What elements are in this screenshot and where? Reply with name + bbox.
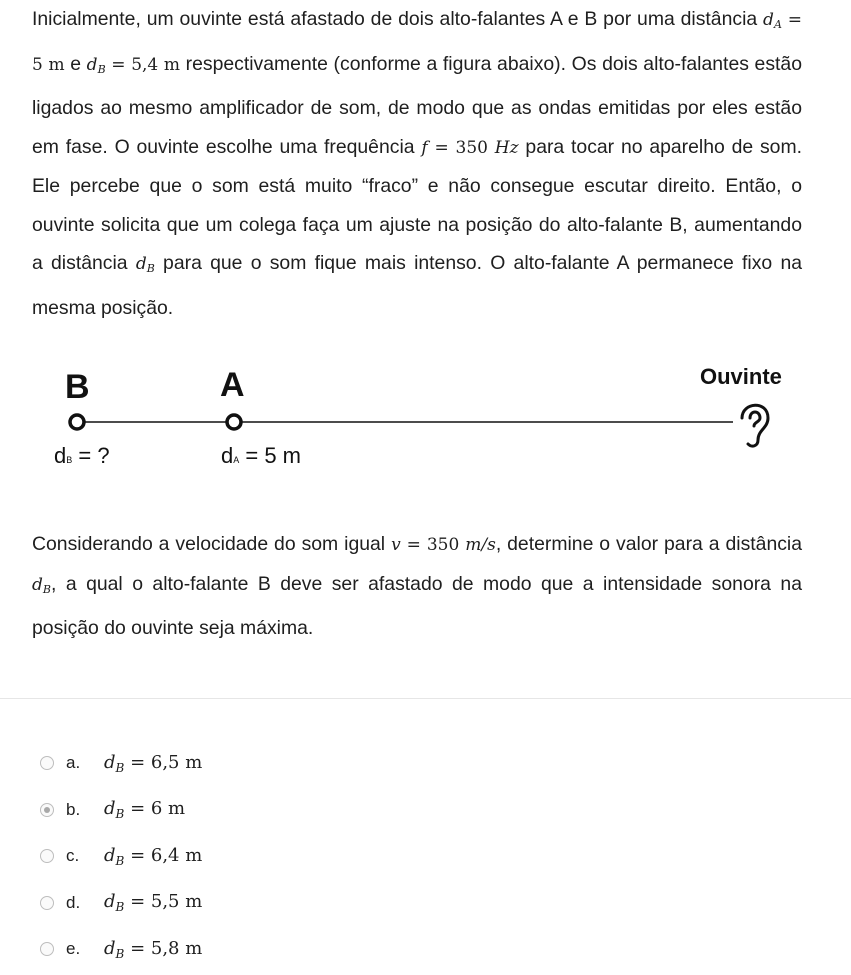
var-v: v [391,535,401,555]
prompt-part: , determine o valor para a distância [495,533,803,555]
label-speaker-b: B [65,368,90,406]
option-d[interactable] [40,880,640,927]
unit-v: m/s [465,535,496,555]
radio-button[interactable] [40,849,54,863]
value-da: = 5 m [32,10,803,75]
question-part: Inicialmente, um ouvinte está afastado de dois alto-falantes A e B por uma distância [32,8,758,30]
option-answer: $d_B = 6,4$ m [104,844,203,868]
radio-button[interactable] [40,942,54,956]
var-da: $d_A$ [763,10,782,31]
value-f: = 350 [434,137,488,158]
speaker-a-icon [227,415,241,429]
option-letter: e. [66,939,81,959]
option-answer: $d_B = 6$ m [104,798,186,822]
var-f: f [421,137,428,158]
option-answer: $d_B = 6,5$ m [104,751,203,775]
radio-button[interactable] [40,896,54,910]
radio-button[interactable] [40,803,54,817]
speaker-diagram [0,360,851,490]
option-answer: $d_B = 5,8$ m [104,937,203,961]
value-v: = 350 [406,535,460,555]
question-part: respectivamente (conforme a figura abaixo). Os dois alto-falantes estão ligados ao mesmo amplificador de som, de modo que as ondas emitidas por eles estão em fase. O ouvinte escolhe uma frequência [32,52,802,158]
question-prompt [32,525,802,648]
option-answer: $d_B = 5,5$ m [104,891,203,915]
option-letter: a. [66,753,81,773]
question-part: para que o som fique mais intenso. O alto-falante A permanece fixo na mesma posição. [32,252,803,319]
label-db: dB = ? [54,443,110,468]
radio-button[interactable] [40,756,54,770]
divider [0,698,851,699]
var-db-3: $d_B$ [32,574,51,596]
ear-icon [742,405,768,446]
unit-f: Hz [494,137,519,158]
conjunction: e [70,52,82,75]
label-da: dA = 5 m [221,443,302,468]
speaker-b-icon [70,415,84,429]
var-db: $d_B$ [86,54,106,76]
question-text [32,0,802,327]
option-c[interactable] [40,833,640,880]
label-listener: Ouvinte [700,364,782,389]
prompt-part: , a qual o alto-falante B deve ser afastado de modo que a intensidade sonora na posição do ouvinte seja máxima. [32,572,802,639]
prompt-part: Considerando a velocidade do som igual [32,533,386,555]
question-part: para tocar no aparelho de som. Ele percebe que o som está muito “fraco” e não consegue escutar direito. Então, o ouvinte solicita que um colega faça um ajuste na posição do alto-falante B, aumentando a distância [32,135,802,274]
option-letter: c. [66,846,80,866]
option-a[interactable] [40,740,640,787]
option-b[interactable] [40,787,640,834]
var-db-2: $d_B$ [135,254,155,275]
option-e[interactable] [40,926,640,973]
option-letter: b. [66,799,81,819]
answer-options [40,740,640,973]
label-speaker-a: A [220,366,245,404]
option-letter: d. [66,892,81,912]
value-db: = 5,4 m [111,54,181,75]
